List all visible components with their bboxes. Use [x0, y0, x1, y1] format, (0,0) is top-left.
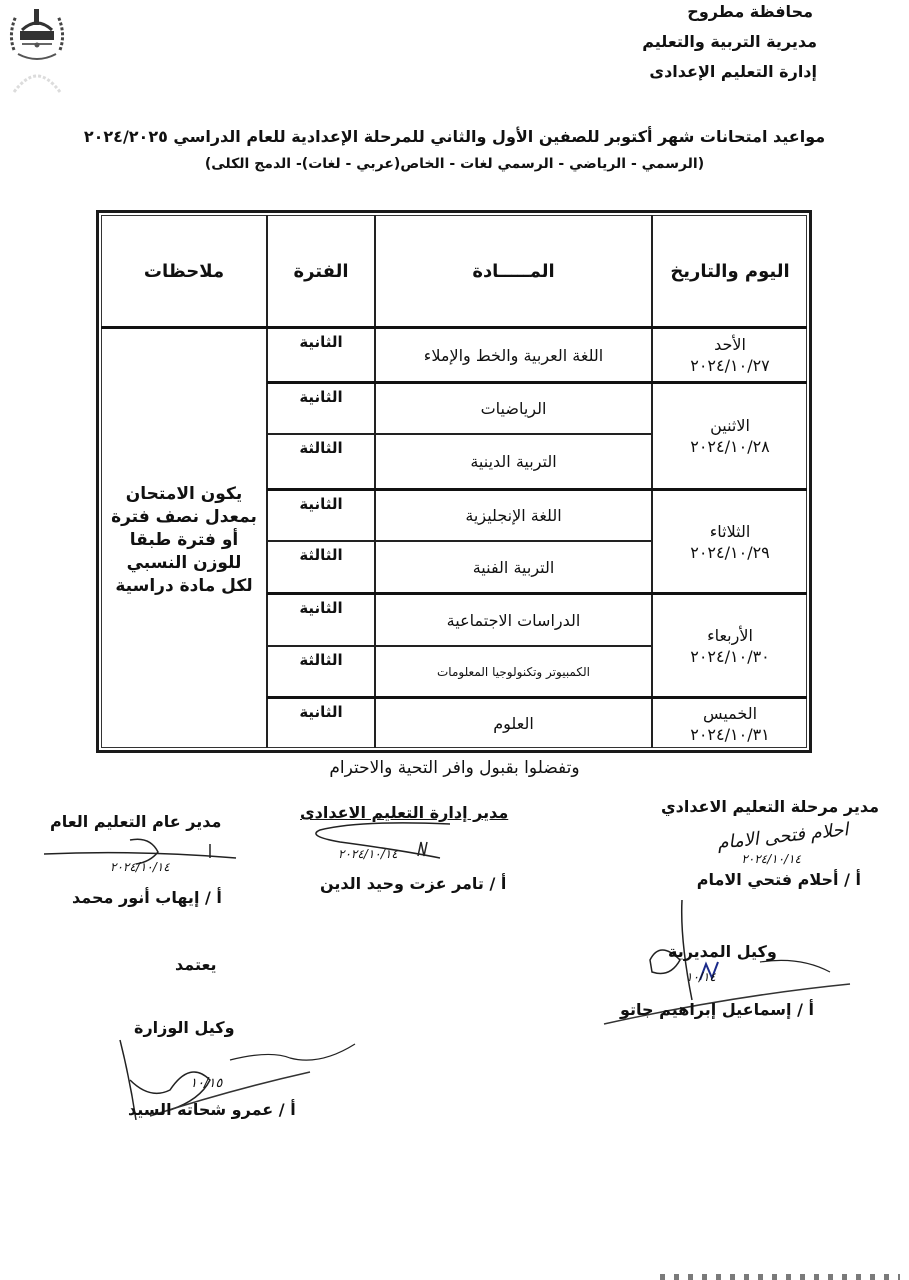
subject-cell: الكمبيوتر وتكنولوجيا المعلومات	[437, 664, 590, 679]
exam-date: ٢٠٢٤/١٠/٣٠	[690, 646, 770, 666]
signature-title-ministry-deputy: وكيل الوزارة	[134, 1018, 235, 1037]
document-subtitle: (الرسمي - الرياضي - الرسمي لغات - الخاص(عربي - لغات)- الدمج الكلى)	[204, 156, 705, 172]
governorate-label: محافظة مطروح	[687, 2, 813, 21]
day-name: الثلاثاء	[709, 521, 751, 541]
subject-cell: الدراسات الاجتماعية	[446, 610, 581, 630]
exam-date: ٢٠٢٤/١٠/٢٩	[690, 542, 770, 562]
handwritten-date: ٢٠٢٤/١٠/١٤	[741, 852, 801, 866]
subject-cell: اللغة العربية والخط والإملاء	[423, 345, 604, 365]
closing-greeting: وتفضلوا بقبول وافر التحية والاحترام	[329, 758, 580, 778]
signatory-name-general-manager: أ / إيهاب أنور محمد	[72, 888, 222, 907]
date-cell	[653, 384, 807, 488]
period-cell: الثانية	[299, 495, 343, 513]
header-date: اليوم والتاريخ	[670, 261, 790, 282]
handwritten-signature: احلام فتحى الامام	[716, 819, 850, 854]
subject-cell: العلوم	[493, 714, 534, 733]
date-cell	[653, 699, 807, 748]
signatory-name-stage-manager: أ / أحلام فتحي الامام	[696, 870, 861, 889]
date-cell	[653, 491, 807, 592]
exam-date: ٢٠٢٤/١٠/٣١	[690, 724, 770, 744]
period-cell: الثانية	[299, 703, 343, 721]
signature-title-stage-manager: مدير مرحلة التعليم الاعدادي	[660, 797, 879, 816]
department-label: إدارة التعليم الإعدادى	[649, 62, 817, 81]
signature-title-general-manager: مدير عام التعليم العام	[50, 812, 222, 831]
subject-cell: التربية الفنية	[472, 557, 555, 577]
signatory-name-dept-manager: أ / تامر عزت وحيد الدين	[320, 874, 507, 893]
subject-cell: التربية الدينية	[470, 452, 557, 471]
handwritten-date: ٢٠٢٤/١٠/١٤	[338, 847, 398, 861]
exam-date: ٢٠٢٤/١٠/٢٨	[690, 437, 770, 456]
handwritten-date: ١٠/١٥	[190, 1076, 223, 1091]
signature-title-dept-manager: مدير إدارة التعليم الاعدادى	[300, 803, 509, 822]
period-cell: الثانية	[299, 388, 343, 406]
cropped-text-fragment	[660, 1274, 900, 1280]
day-name: الأحد	[714, 335, 746, 354]
notes-cell: يكون الامتحان بمعدل نصف فترة أو فترة طبقا للوزن النسبي لكل مادة دراسية	[111, 483, 257, 596]
signatory-name-ministry-deputy: أ / عمرو شحاته السيد	[128, 1100, 296, 1119]
day-name: الاثنين	[710, 416, 750, 435]
period-cell: الثالثة	[299, 651, 343, 669]
handwritten-date: ٢٠٢٤/١٠/١٤	[110, 860, 170, 874]
header-subject: المـــــادة	[472, 261, 555, 282]
ministry-emblem-icon	[6, 4, 68, 66]
approval-label: يعتمد	[175, 955, 217, 974]
day-name: الخميس	[702, 703, 758, 723]
date-cell	[653, 329, 807, 381]
directorate-label: مديرية التربية والتعليم	[642, 32, 817, 51]
document-title: مواعيد امتحانات شهر أكتوبر للصفين الأول والثاني للمرحلة الإعدادية للعام الدراسي ٢٠٢٤/٢٠٢٥	[83, 127, 826, 146]
header-notes: ملاحظات	[143, 261, 225, 282]
handwritten-date: ١٠/١٤	[686, 970, 716, 984]
period-cell: الثانية	[299, 599, 343, 617]
period-cell: الثانية	[299, 333, 343, 351]
header-period: الفترة	[293, 261, 349, 282]
signatory-name-directorate-deputy: أ / إسماعيل إبراهيم جاتو	[620, 1000, 814, 1019]
subject-cell: اللغة الإنجليزية	[465, 506, 562, 525]
subject-cell: الرياضيات	[480, 399, 547, 418]
period-cell: الثالثة	[299, 439, 343, 457]
date-cell	[653, 595, 807, 696]
day-name: الأربعاء	[707, 625, 753, 645]
signature-title-directorate-deputy: وكيل المديرية	[668, 942, 777, 961]
exam-date: ٢٠٢٤/١٠/٢٧	[690, 356, 770, 375]
emblem-reflection	[6, 72, 68, 96]
period-cell: الثالثة	[299, 546, 343, 564]
